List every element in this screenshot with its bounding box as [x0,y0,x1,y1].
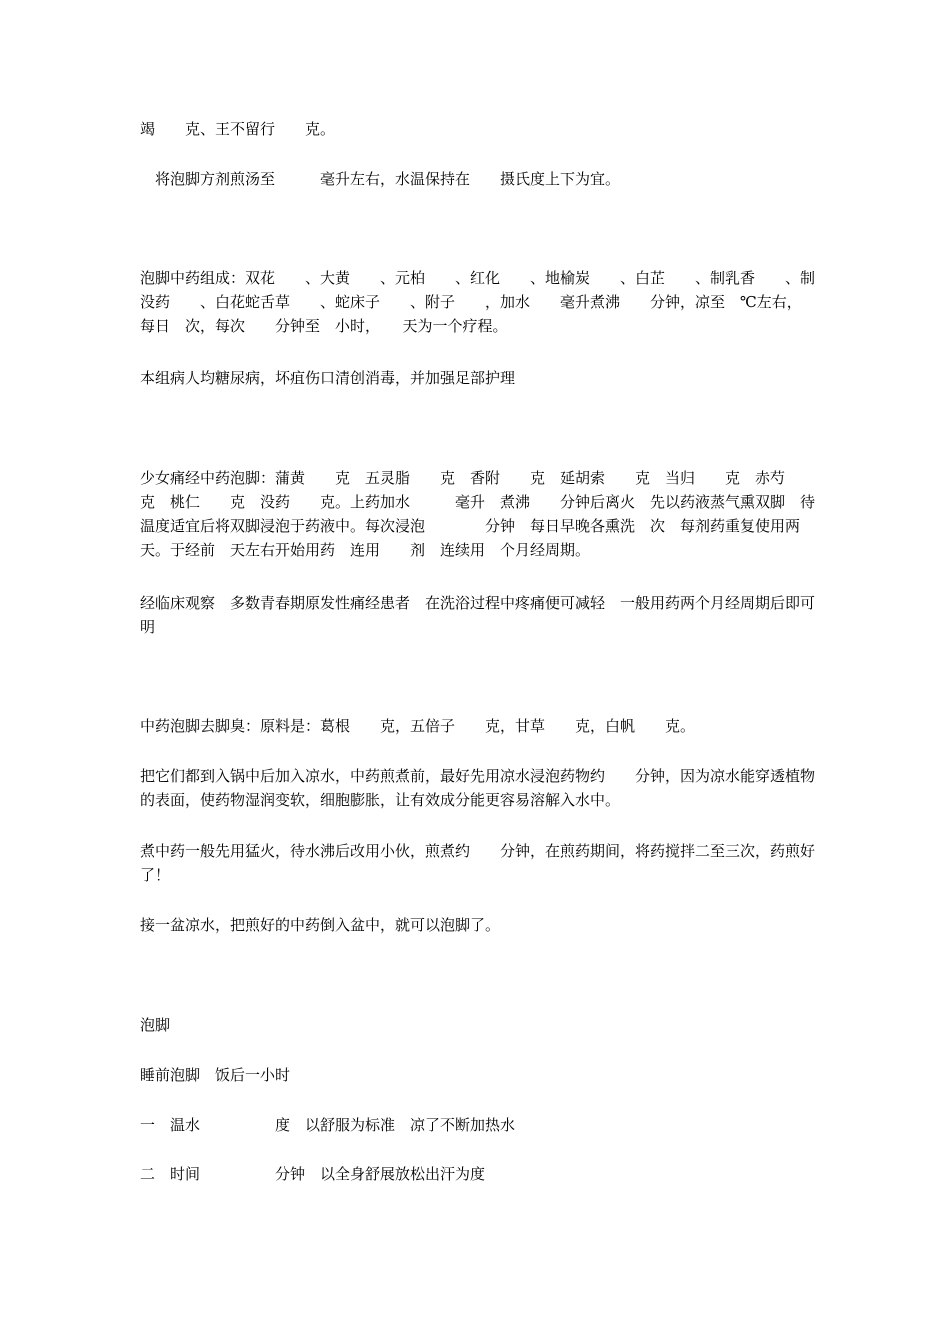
paragraph-herb-dosage-end: 竭 克、王不留行 克。 [140,120,336,138]
list-item-duration: 二 时间 分钟 以全身舒展放松出汗为度 [140,1165,486,1183]
paragraph-diabetes-care-note: 本组病人均糖尿病，坏疽伤口清创消毒，并加强足部护理 [140,369,516,387]
paragraph-foot-soak-composition: 泡脚中药组成：双花 、大黄 、元柏 、红化 、地榆炭 、白芷 、制乳香 、制没药 、白花蛇舌草 、蛇床子 、附子 ，加水 毫升煮沸 分钟，凉至 ℃左右，每日 次，每次 分钟至 小时， 天为一个疗程。 [140,269,816,335]
paragraph-timing: 睡前泡脚 饭后一小时 [140,1066,291,1084]
paragraph-soak-preparation: 把它们都到入锅中后加入凉水，中药煎煮前，最好先用凉水浸泡药物约 分钟，因为凉水能穿透植物的表面，使药物湿润变软，细胞膨胀，让有效成分能更容易溶解入水中。 [140,767,816,809]
paragraph-decoction-instruction: 将泡脚方剂煎汤至 毫升左右，水温保持在 摄氏度上下为宜。 [140,170,621,188]
list-item-water-temperature: 一 温水 度 以舒服为标准 凉了不断加热水 [140,1116,516,1134]
section-heading-foot-soak: 泡脚 [140,1016,171,1034]
paragraph-pour-basin: 接一盆凉水，把煎好的中药倒入盆中，就可以泡脚了。 [140,916,501,934]
paragraph-boiling-method: 煮中药一般先用猛火，待水沸后改用小伙，煎煮约 分钟，在煎药期间，将药搅拌二至三次，药煎好了！ [140,842,816,884]
paragraph-clinical-observation: 经临床观察 多数青春期原发性痛经患者 在洗浴过程中疼痛便可减轻 一般用药两个月经周期后即可明 [140,594,816,636]
paragraph-dysmenorrhea-soak: 少女痛经中药泡脚：蒲黄 克 五灵脂 克 香附 克 延胡索 克 当归 克 赤芍 克 桃仁 克 没药 克。上药加水 毫升 煮沸 分钟后离火 先以药液蒸气熏双脚 待温度适宜后将双脚浸泡于药液中。每次浸泡 分钟 每日早晚各熏洗 次 每剂药重复使用两天。于经前 天左右开始用药 连用 剂 连续用 个月经周期。 [140,469,816,559]
paragraph-foot-odor-ingredients: 中药泡脚去脚臭：原料是：葛根 克，五倍子 克，甘草 克，白帆 克。 [140,717,696,735]
